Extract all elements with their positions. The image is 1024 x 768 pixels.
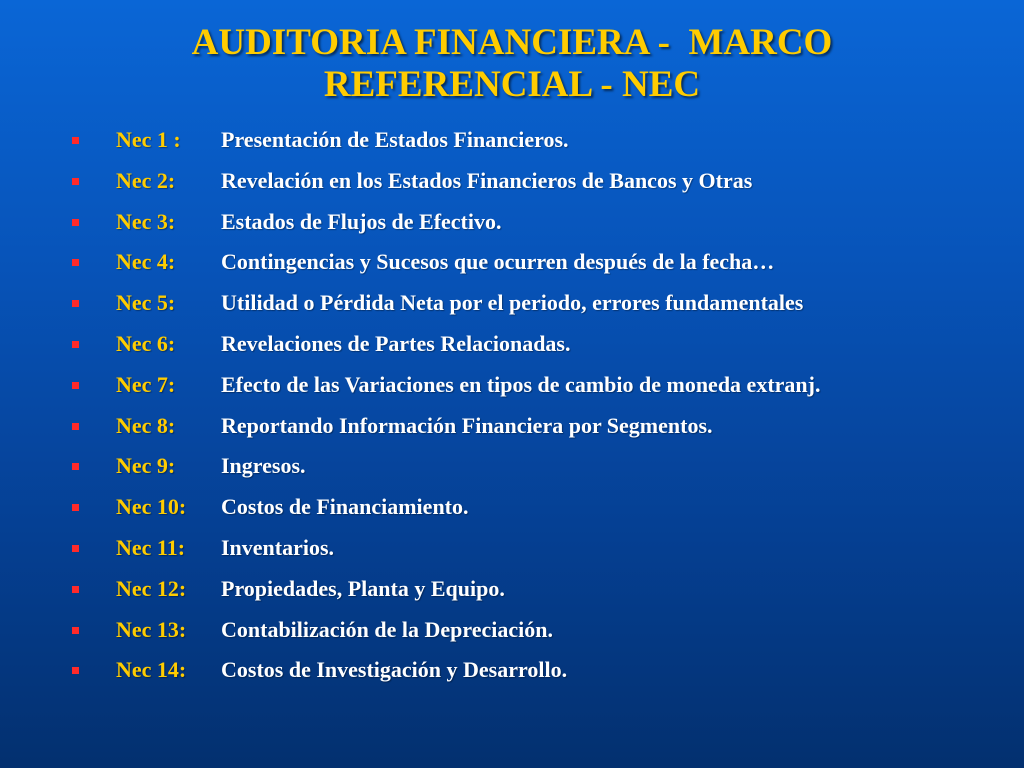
list-item xyxy=(0,324,1024,365)
nec-code: Nec 4: xyxy=(116,249,176,275)
nec-description: Reportando Información Financiera por Segmentos. xyxy=(221,412,713,438)
square-bullet-icon xyxy=(72,382,79,389)
nec-description: Costos de Financiamiento. xyxy=(221,494,469,520)
nec-description: Ingresos. xyxy=(221,453,306,479)
list-item xyxy=(0,487,1024,528)
slide-title-line-2: REFERENCIAL - NEC xyxy=(323,64,701,105)
nec-list xyxy=(0,120,1024,691)
nec-code: Nec 2: xyxy=(116,167,176,193)
list-item xyxy=(0,120,1024,161)
list-item xyxy=(0,283,1024,324)
slide-title xyxy=(0,22,1024,106)
nec-description: Contingencias y Sucesos que ocurren después de la fecha… xyxy=(221,249,775,275)
list-item xyxy=(0,365,1024,406)
list-item xyxy=(0,202,1024,243)
nec-code: Nec 7: xyxy=(116,371,176,397)
list-item xyxy=(0,161,1024,202)
nec-description: Propiedades, Planta y Equipo. xyxy=(221,575,505,601)
nec-description: Inventarios. xyxy=(221,534,335,560)
nec-description: Revelaciones de Partes Relacionadas. xyxy=(221,330,571,356)
nec-code: Nec 6: xyxy=(116,330,176,356)
list-item xyxy=(0,569,1024,610)
nec-code: Nec 11: xyxy=(116,534,186,560)
list-item xyxy=(0,650,1024,691)
square-bullet-icon xyxy=(72,586,79,593)
nec-description: Revelación en los Estados Financieros de Bancos y Otras xyxy=(221,167,753,193)
square-bullet-icon xyxy=(72,545,79,552)
nec-code: Nec 14: xyxy=(116,657,187,683)
nec-code: Nec 10: xyxy=(116,494,187,520)
square-bullet-icon xyxy=(72,259,79,266)
nec-code: Nec 12: xyxy=(116,575,187,601)
nec-code: Nec 1 : xyxy=(116,127,181,152)
nec-description: Utilidad o Pérdida Neta por el periodo, errores fundamentales xyxy=(221,290,804,316)
square-bullet-icon xyxy=(72,627,79,634)
nec-code: Nec 9: xyxy=(116,453,176,479)
nec-code: Nec 13: xyxy=(116,616,187,642)
nec-code: Nec 8: xyxy=(116,412,176,438)
square-bullet-icon xyxy=(72,137,79,144)
nec-description: Costos de Investigación y Desarrollo. xyxy=(221,657,568,683)
nec-code: Nec 5: xyxy=(116,290,176,316)
nec-code: Nec 3: xyxy=(116,208,176,234)
list-item xyxy=(0,528,1024,569)
square-bullet-icon xyxy=(72,300,79,307)
square-bullet-icon xyxy=(72,178,79,185)
square-bullet-icon xyxy=(72,463,79,470)
nec-description: Estados de Flujos de Efectivo. xyxy=(221,208,502,234)
square-bullet-icon xyxy=(72,423,79,430)
list-item xyxy=(0,610,1024,651)
list-item xyxy=(0,446,1024,487)
list-item xyxy=(0,406,1024,447)
nec-description: Presentación de Estados Financieros. xyxy=(221,127,569,152)
square-bullet-icon xyxy=(72,341,79,348)
square-bullet-icon xyxy=(72,504,79,511)
square-bullet-icon xyxy=(72,667,79,674)
list-item xyxy=(0,242,1024,283)
square-bullet-icon xyxy=(72,219,79,226)
nec-description: Contabilización de la Depreciación. xyxy=(221,616,554,642)
slide-title-line-1: AUDITORIA FINANCIERA - MARCO xyxy=(191,22,833,63)
nec-description: Efecto de las Variaciones en tipos de cambio de moneda extranj. xyxy=(221,371,821,397)
